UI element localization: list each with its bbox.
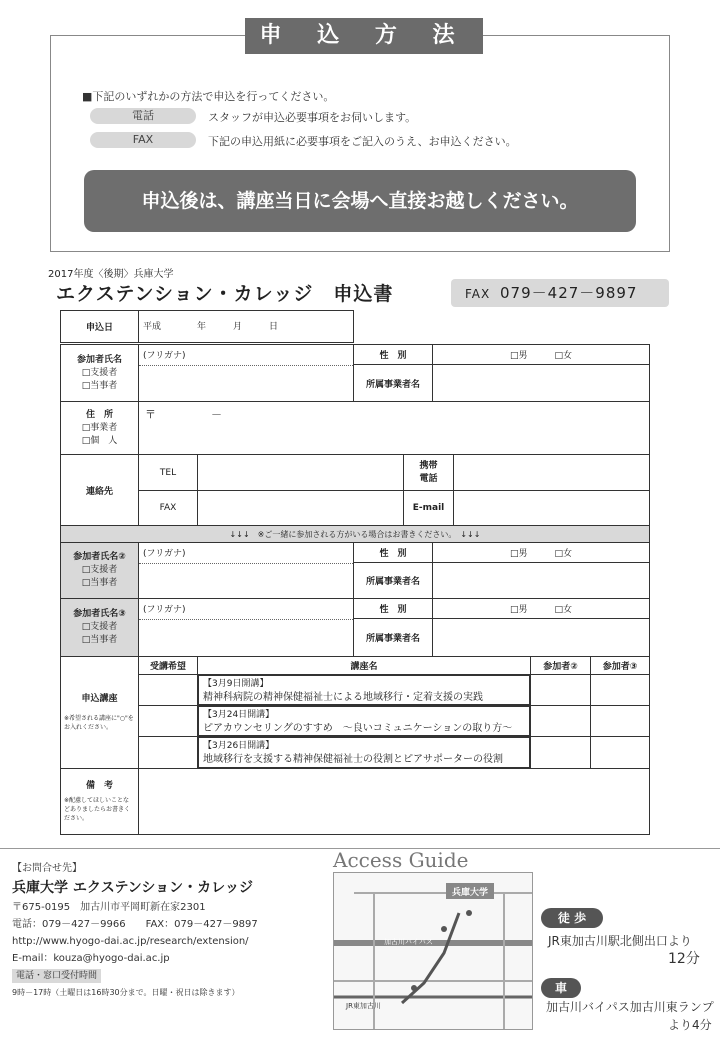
mobile-label-2: 電話 — [419, 473, 438, 484]
role-support-checkbox[interactable]: □支援者 — [81, 367, 118, 378]
phone-description: スタッフが申込必要事項をお伺いします。 — [208, 111, 417, 124]
participant1-label-cell — [60, 344, 139, 402]
fax-label-cell — [138, 490, 198, 526]
org-name: 兵庫大学 エクステンション・カレッジ — [12, 880, 253, 896]
course3-name: 地域移行を支援する精神保健福祉士の役割とピアサポーターの役割 — [203, 754, 503, 765]
participant2-name-field[interactable] — [138, 542, 354, 599]
inquiry-label: 【お問合せ先】 — [12, 863, 82, 874]
col-wish-label: 受講希望 — [149, 662, 186, 672]
course-label: 申込講座 — [81, 694, 118, 704]
mobile-label-1: 携帯 — [419, 460, 438, 471]
p3-affiliation-field[interactable] — [432, 618, 650, 657]
email-field[interactable] — [453, 490, 650, 526]
affiliation-field[interactable] — [432, 364, 650, 402]
access-map — [333, 872, 533, 1030]
method-title: 申 込 方 法 — [245, 18, 483, 54]
address-label: 住 所 — [85, 409, 113, 420]
col-course-header — [197, 656, 531, 675]
course2-p3-box[interactable] — [590, 705, 650, 737]
col-wish-header — [138, 656, 198, 675]
p2-gender-options[interactable] — [432, 542, 650, 563]
p3-gender-label: 性 別 — [379, 605, 407, 615]
course2-name: ピアカウンセリングのすすめ ～良いコミュニケーションの取り方～ — [203, 723, 513, 734]
course2-title — [197, 705, 531, 737]
p2-affiliation-label: 所属事業者名 — [365, 577, 420, 587]
course3-date: 【3月26日開講】 — [203, 741, 275, 751]
access-guide-title: Access Guide — [333, 848, 469, 872]
p2-affiliation-field[interactable] — [432, 562, 650, 599]
gender-options[interactable] — [432, 344, 650, 365]
fax-number-box — [451, 279, 669, 307]
method-lead: ■下記のいずれかの方法で申込を行ってください。 — [82, 90, 335, 103]
mobile-field[interactable] — [453, 454, 650, 491]
hours-tag: 電話・窓口受付時間 — [12, 969, 101, 983]
date-field[interactable] — [138, 310, 354, 343]
car-route: 加古川バイパス加古川東ランプ — [546, 1000, 714, 1014]
course1-date: 【3月9日開講】 — [203, 679, 269, 689]
org-url[interactable]: http://www.hyogo-dai.ac.jp/research/extension/ — [12, 936, 249, 947]
date-label-cell — [60, 310, 139, 343]
course3-wish-box[interactable] — [138, 736, 198, 769]
fax-description: 下記の申込用紙に必要事項をご記入のうえ、お申込ください。 — [208, 135, 517, 148]
remarks-label-cell — [60, 768, 139, 835]
walk-badge: 徒 歩 — [541, 908, 603, 928]
col-p2-label: 参加者② — [543, 662, 578, 672]
course1-wish-box[interactable] — [138, 674, 198, 706]
p3-affiliation-label-cell — [353, 618, 433, 657]
p3-role-party-checkbox[interactable]: □当事者 — [81, 635, 118, 645]
p2-furigana-divider — [139, 563, 353, 564]
p3-furigana-divider — [139, 619, 353, 620]
org-address: 〒675-0195 加古川市平岡町新在家2301 — [12, 902, 206, 913]
companion-note-bar — [60, 525, 650, 543]
course3-p3-box[interactable] — [590, 736, 650, 769]
address-field[interactable] — [138, 401, 650, 455]
course1-title — [197, 674, 531, 706]
col-p3-header — [590, 656, 650, 675]
p2-role-support-checkbox[interactable]: □支援者 — [81, 565, 118, 575]
p2-role-party-checkbox[interactable]: □当事者 — [81, 578, 118, 588]
date-value: 平成 年 月 日 — [143, 322, 279, 332]
participant2-label-cell — [60, 542, 139, 599]
participant1-label: 参加者氏名 — [76, 354, 122, 365]
org-phone-fax: 電話：079－427－9966 FAX：079－427－9897 — [12, 919, 258, 930]
car-badge: 車 — [541, 978, 581, 998]
fax-number: 079－427－9897 — [500, 284, 638, 302]
gender-label: 性 別 — [379, 351, 407, 361]
p3-furigana-hint: (フリガナ) — [143, 605, 186, 615]
p3-gender-checkboxes[interactable]: □男 □女 — [509, 605, 572, 615]
org-email[interactable]: E-mail：kouza@hyogo-dai.ac.jp — [12, 953, 170, 964]
date-label: 申込日 — [85, 323, 113, 333]
furigana-divider — [139, 365, 353, 366]
tel-field[interactable] — [197, 454, 404, 491]
form-title: エクステンション・カレッジ 申込書 — [56, 283, 394, 305]
p2-affiliation-label-cell — [353, 562, 433, 599]
p3-gender-options[interactable] — [432, 598, 650, 619]
postal-code-mark: 〒 － — [145, 408, 222, 421]
course2-p2-box[interactable] — [530, 705, 591, 737]
contact-fax-label: FAX — [159, 503, 177, 513]
participant3-label: 参加者氏名③ — [73, 609, 126, 619]
walk-route: JR東加古川駅北側出口より — [548, 934, 692, 948]
contact-label: 連絡先 — [85, 486, 113, 497]
affiliation-label: 所属事業者名 — [365, 379, 420, 390]
map-bypass-label: 加古川バイパス — [384, 938, 433, 946]
map-station-label: JR東加古川 — [346, 1002, 381, 1010]
contact-block — [12, 860, 258, 1001]
p2-furigana-hint: (フリガナ) — [143, 549, 186, 559]
course3-p2-box[interactable] — [530, 736, 591, 769]
course-label-cell — [60, 656, 139, 769]
address-business-checkbox[interactable]: □事業者 — [81, 422, 118, 433]
fax-pill: FAX — [90, 132, 196, 148]
gender-checkboxes[interactable]: □男 □女 — [509, 351, 572, 361]
remarks-note: ※配慮してほしいことなどありましたらお書きください。 — [64, 797, 131, 822]
participant3-label-cell — [60, 598, 139, 657]
participant1-name-field[interactable] — [138, 344, 354, 402]
course2-wish-box[interactable] — [138, 705, 198, 737]
course1-p2-box[interactable] — [530, 674, 591, 706]
affiliation-label-cell — [353, 364, 433, 402]
email-label-cell — [403, 490, 454, 526]
gender-label-cell — [353, 344, 433, 365]
course1-p3-box[interactable] — [590, 674, 650, 706]
p3-affiliation-label: 所属事業者名 — [365, 634, 420, 644]
course-note: ※希望される講座に"○"をお入れください。 — [64, 715, 134, 731]
notice-banner: 申込後は、講座当日に会場へ直接お越しください。 — [84, 170, 636, 232]
course2-date: 【3月24日開講】 — [203, 710, 275, 720]
remarks-label: 備 考 — [85, 781, 113, 791]
p3-gender-label-cell — [353, 598, 433, 619]
p3-role-support-checkbox[interactable]: □支援者 — [81, 622, 118, 632]
course3-title — [197, 736, 531, 769]
application-form — [60, 310, 650, 835]
participant3-name-field[interactable] — [138, 598, 354, 657]
walk-time: 12分 — [668, 951, 700, 967]
contact-label-cell — [60, 454, 139, 526]
p2-gender-checkboxes[interactable]: □男 □女 — [509, 549, 572, 559]
term-label: 2017年度〈後期〉兵庫大学 — [48, 269, 174, 280]
p2-gender-label-cell — [353, 542, 433, 563]
p2-gender-label: 性 別 — [379, 549, 407, 559]
address-label-cell — [60, 401, 139, 455]
fax-field[interactable] — [197, 490, 404, 526]
tel-label-cell — [138, 454, 198, 491]
col-p2-header — [530, 656, 591, 675]
car-time: より4分 — [668, 1018, 712, 1032]
col-course-label: 講座名 — [350, 662, 378, 672]
course1-name: 精神科病院の精神保健福祉士による地域移行・定着支援の実践 — [203, 692, 483, 703]
map-university-label: 兵庫大学 — [452, 888, 489, 898]
hours-text: 9時－17時（土曜日は16時30分まで。日曜・祝日は除きます） — [12, 988, 240, 997]
tel-label: TEL — [159, 467, 177, 478]
companion-note: ↓↓↓ ※ご一緒に参加される方がいる場合はお書きください。 ↓↓↓ — [229, 529, 481, 539]
role-party-checkbox[interactable]: □当事者 — [81, 380, 118, 391]
fax-prefix: FAX — [465, 287, 491, 301]
mobile-label-cell — [403, 454, 454, 491]
address-personal-checkbox[interactable]: □個 人 — [81, 435, 118, 446]
furigana-hint: (フリガナ) — [143, 351, 186, 361]
participant2-label: 参加者氏名② — [73, 552, 126, 562]
col-p3-label: 参加者③ — [602, 662, 638, 672]
remarks-field[interactable] — [138, 768, 650, 835]
phone-pill: 電話 — [90, 108, 196, 124]
email-label: E-mail — [412, 503, 445, 513]
